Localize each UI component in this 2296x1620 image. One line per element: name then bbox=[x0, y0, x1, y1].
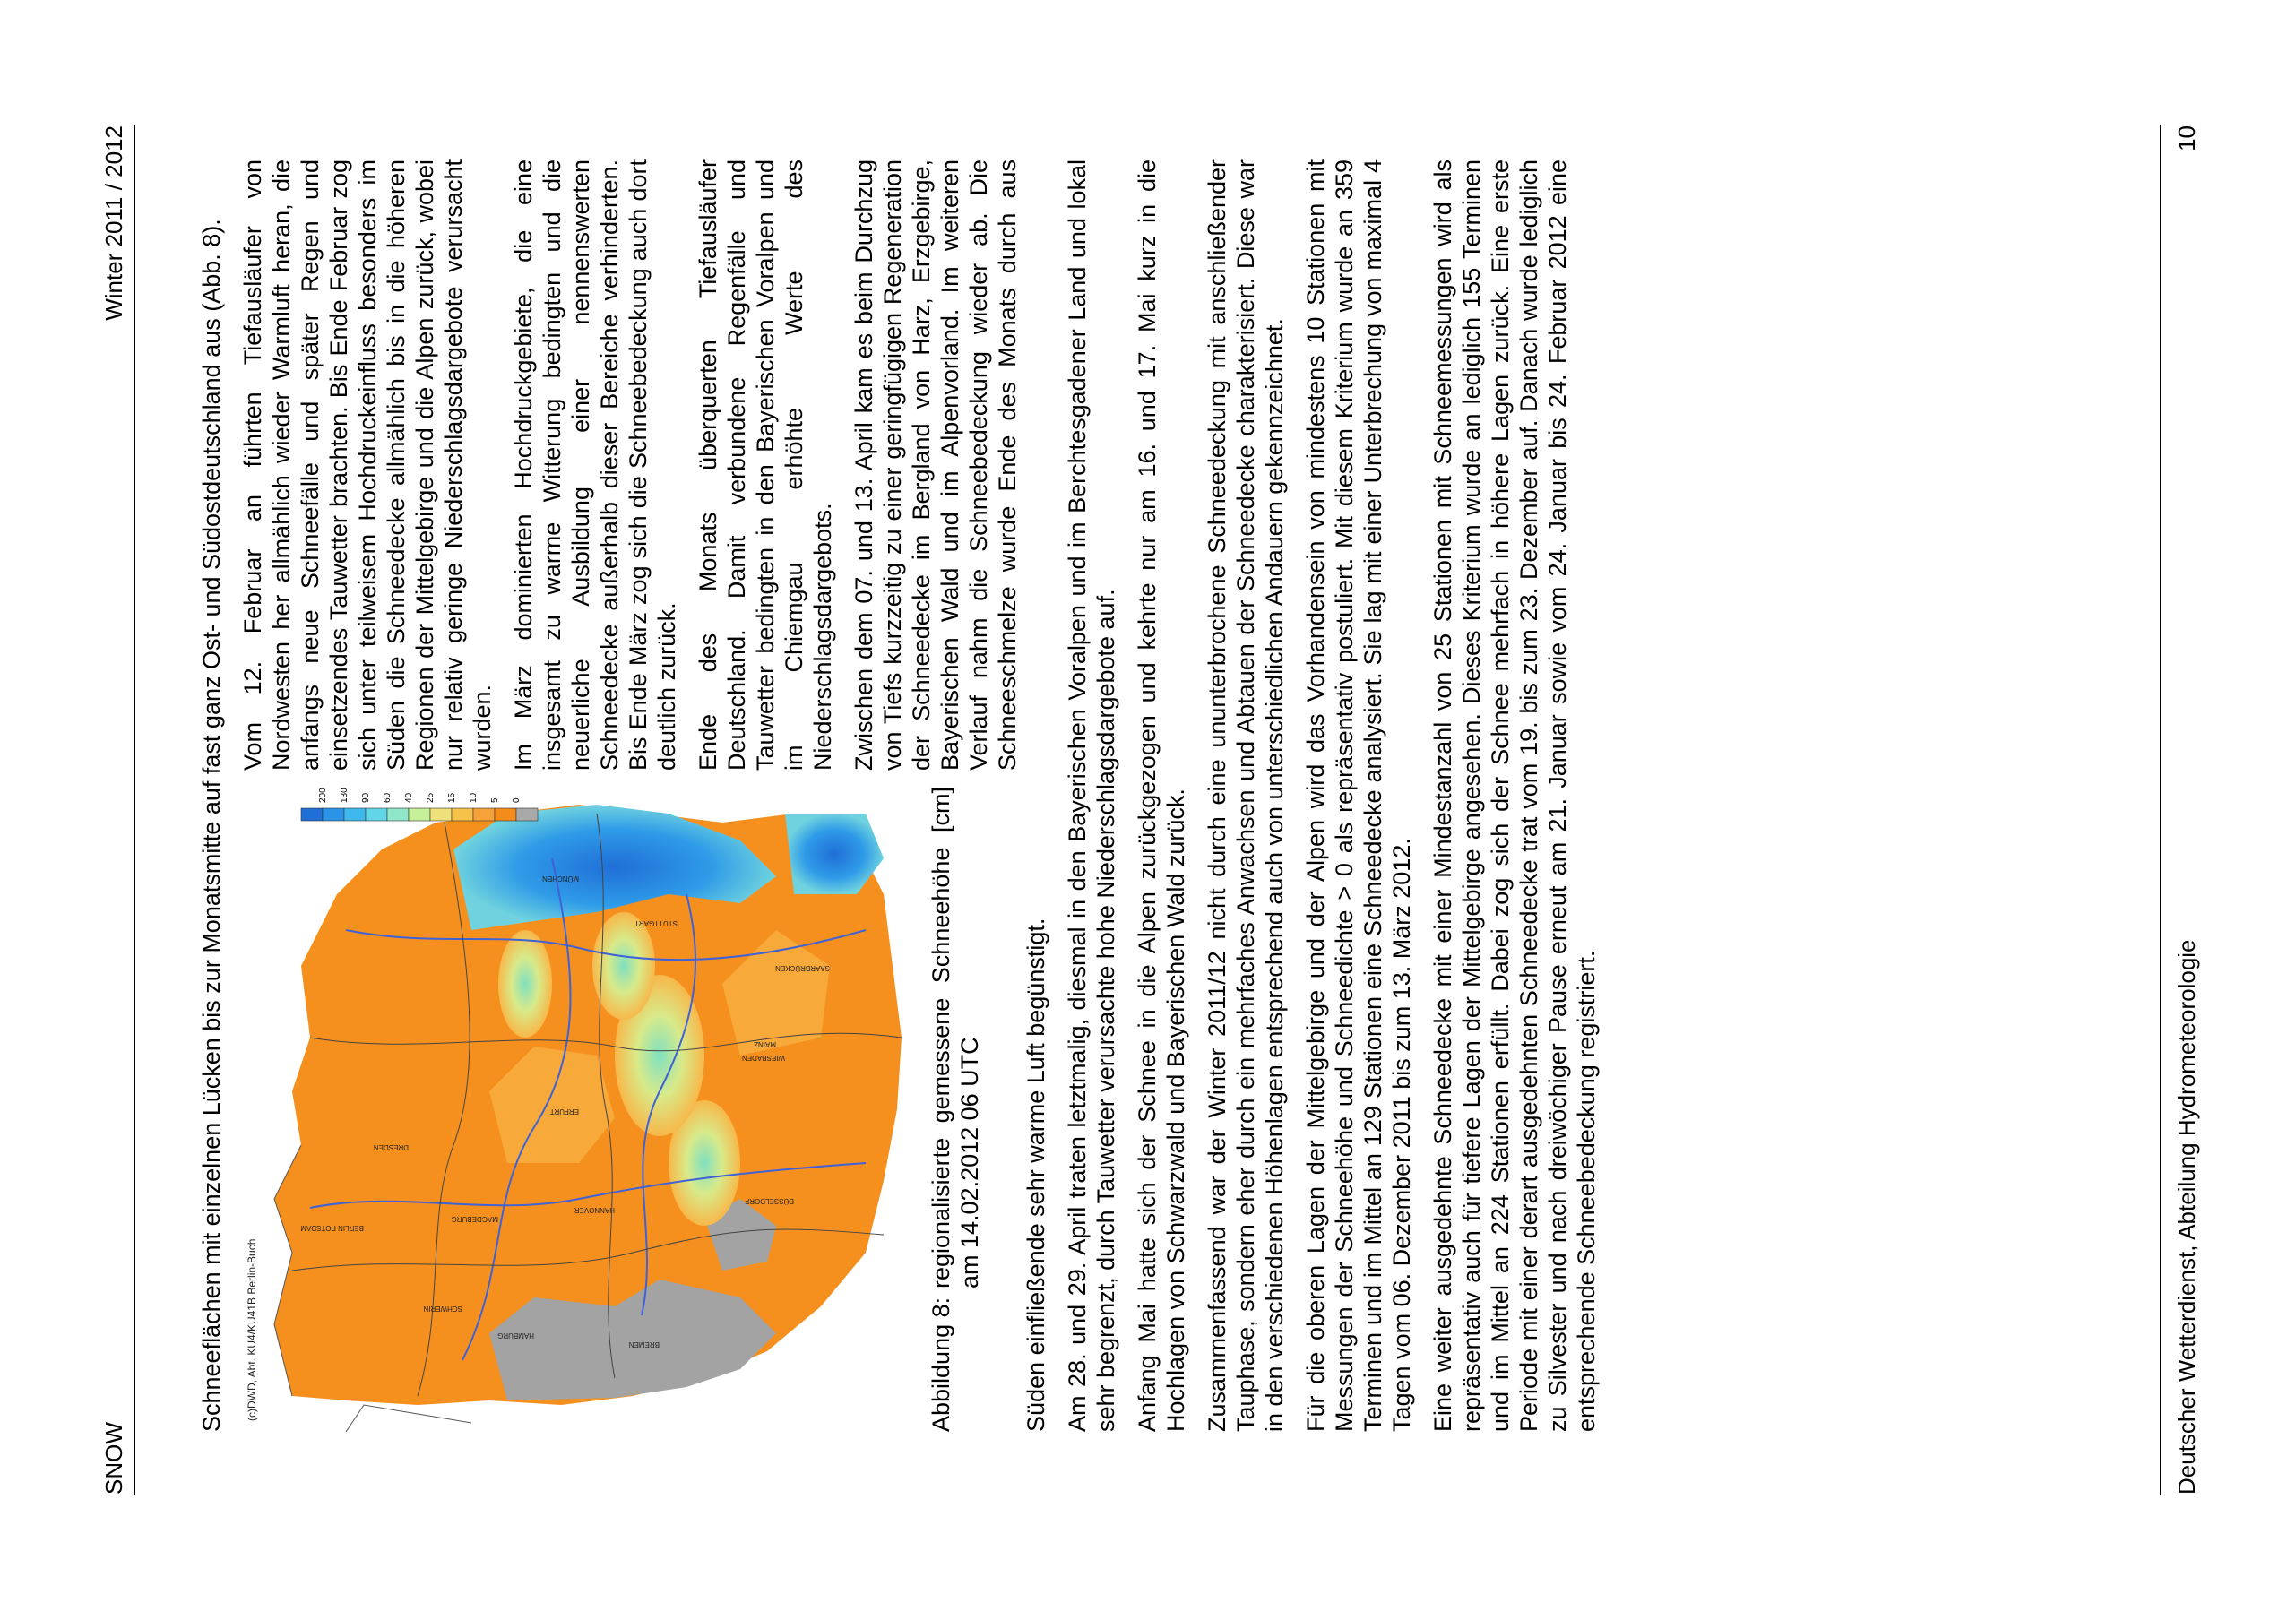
city-label: MÜNCHEN bbox=[542, 875, 579, 883]
page-number: 10 bbox=[2173, 125, 2200, 151]
city-label: BERLIN POTSDAM bbox=[300, 1224, 364, 1232]
city-label: SAARBRÜCKEN bbox=[775, 964, 830, 972]
legend-tick-label: 15 bbox=[447, 792, 457, 803]
legend-swatch bbox=[409, 808, 430, 821]
legend-swatch bbox=[473, 808, 495, 821]
header-rule bbox=[134, 125, 135, 1495]
legend-tick-label: 60 bbox=[383, 792, 393, 803]
paragraph: Eine weiter ausgedehnte Schneedecke mit einer Mindestanzahl von 25 Stationen mit Schneemessungen wird als repräsentativ auch für tiefere Lagen der Mittelgebirge angesehen. Dieses Kriterium wurde an lediglich 155 Terminen und im Mittel an 224 Stationen erfüllt. Dabei zog sich der Schnee mehrfach in höhere Lagen zurück. Eine erste Periode mit einer derart ausgedehnten Schneedecke trat vom 19. bis zum 23. Dezember auf. Danach wurde lediglich zu Silvester und nach dreiwöchiger Pause erneut am 21. Januar sowie vom 24. Januar bis 24. Februar 2012 eine entsprechende Schneebedeckung registriert. bbox=[1429, 159, 1600, 1432]
snow-depth-map bbox=[238, 787, 919, 1432]
snow-depth-map-figure bbox=[238, 787, 919, 1432]
paragraph: Zusammenfassend war der Winter 2011/12 nicht durch eine ununterbrochene Schneedeckung mit anschließender Tauphase, sondern eher durch ein mehrfaches Anwachsen und Abtauen der Schneedecke charakterisiert. Diese war in den verschiedenen Höhenlagen entsprechend auch von unterschiedlichen Andauern gekennzeichnet. bbox=[1204, 159, 1288, 1432]
legend-swatch bbox=[430, 808, 452, 821]
paragraph: Schneeflächen mit einzelnen Lücken bis zur Monatsmitte auf fast ganz Ost- und Südostdeutschland aus (Abb. 8). bbox=[198, 219, 225, 1432]
city-label: HANNOVER bbox=[574, 1206, 615, 1214]
paragraph: Vom 12. Februar an führten Tiefausläufer von Nordwesten her allmählich wieder Warmluft heran, die anfangs neue Schneefälle und später Regen und einsetzendes Tauwetter brachten. Bis Ende Februar zog sich unter teilweisem Hochdruckeinfluss besonders im Süden die Schneedecke allmählich bis in die höheren Regionen der Mittelgebirge und die Alpen zurück, wobei nur relativ geringe Niederschlagsdargebote verursacht wurden. bbox=[239, 159, 496, 771]
running-header-left: SNOW bbox=[100, 1422, 127, 1495]
city-label: BREMEN bbox=[628, 1340, 660, 1349]
legend-swatch bbox=[344, 808, 366, 821]
legend-tick-label: 5 bbox=[490, 797, 500, 803]
running-header-right: Winter 2011 / 2012 bbox=[100, 125, 127, 321]
city-label: DÜSSELDORF bbox=[745, 1197, 794, 1205]
legend-tick-label: 25 bbox=[426, 792, 436, 803]
legend-swatch bbox=[495, 808, 516, 821]
color-legend bbox=[301, 788, 538, 821]
legend-tick-label: 200 bbox=[318, 788, 328, 803]
paragraph: Ende des Monats überquerten Tiefausläufer Deutschland. Damit verbundene Regenfälle und Tauwetter bedingten in den Bayerischen Voralpen und im Chiemgau erhöhte Werte des Niederschlagsdargebots. bbox=[695, 159, 836, 771]
paragraph: Anfang Mai hatte sich der Schnee in die Alpen zurückgezogen und kehrte nur am 16. und 17. Mai kurz in die Hochlagen von Schwarzwald und Bayerischen Wald zurück. bbox=[1134, 159, 1189, 1432]
legend-swatch bbox=[452, 808, 473, 821]
legend-tick-label: 0 bbox=[512, 797, 522, 803]
city-label: DRESDEN bbox=[373, 1143, 409, 1151]
city-label: MAGDEBURG bbox=[451, 1215, 498, 1223]
legend-swatch bbox=[387, 808, 409, 821]
legend-tick-label: 10 bbox=[469, 792, 479, 803]
paragraph: Für die oberen Lagen der Mittelgebirge und der Alpen wird das Vorhandensein von mindestens 10 Stationen mit Messungen der Schneehöhe und Schneedichte > 0 als repräsentativ postuliert. Mit diesem Kriterium wurde an 359 Terminen und im Mittel an 129 Stationen eine Schneedecke analysiert. Sie lag mit einer Unterbrechung von maximal 4 Tagen vom 06. Dezember 2011 bis zum 13. März 2012. bbox=[1302, 159, 1415, 1432]
caption-text: regionalisierte gemessene Schneehöhe [cm] am 14.02.2012 06 UTC bbox=[928, 787, 983, 1288]
city-label: SCHWERIN bbox=[423, 1305, 462, 1313]
legend-swatch bbox=[516, 808, 538, 821]
running-footer-left: Deutscher Wetterdienst, Abteilung Hydrometeorologie bbox=[2173, 939, 2200, 1495]
legend-tick-label: 90 bbox=[361, 792, 371, 803]
figure-credit: (c)DWD, Abt. KU4/KU41B Berlin-Buch bbox=[245, 1238, 258, 1421]
figure-caption bbox=[927, 787, 984, 1432]
paragraph: Am 28. und 29. April traten letztmalig, diesmal in den Bayerischen Voralpen und im Berchtesgadener Land und lokal sehr begrenzt, durch Tauwetter verursachte hohe Niederschlagsdargebote auf. bbox=[1064, 159, 1119, 1432]
footer-rule bbox=[2160, 125, 2161, 1495]
city-label: MAINZ bbox=[754, 1040, 776, 1048]
legend-tick-label: 40 bbox=[404, 792, 414, 803]
legend-swatch bbox=[366, 808, 387, 821]
city-label: STUTTGART bbox=[634, 919, 678, 927]
city-label: WIESBADEN bbox=[741, 1054, 785, 1062]
snow-area-erzgebirge bbox=[498, 930, 552, 1038]
neighbour-outline bbox=[346, 1405, 471, 1432]
city-label: HAMBURG bbox=[497, 1331, 534, 1340]
legend-swatch bbox=[323, 808, 344, 821]
city-label: ERFURT bbox=[549, 1107, 579, 1116]
legend-swatch bbox=[301, 808, 323, 821]
caption-label: Abbildung 8: bbox=[928, 1297, 954, 1432]
legend-tick-label: 130 bbox=[340, 788, 350, 803]
paragraph: Zwischen dem 07. und 13. April kam es beim Durchzug von Tiefs kurzzeitig zu einer geringfügigen Regeneration der Schneedecke im Bergland von Harz, Erzgebirge, Bayerischen Wald und im Alpenvorland. Im weiteren Verlauf nahm die Schneebedeckung wieder ab. Die Schneeschmelze wurde Ende des Monats durch aus Süden einfließende sehr warme Luft begünstigt. bbox=[850, 159, 1049, 1432]
paragraph: Im März dominierten Hochdruckgebiete, die eine insgesamt zu warme Witterung bedingten und die neuerliche Ausbildung einer nennenswerten Schneedecke außerhalb dieser Bereiche verhinderten. Bis Ende März zog sich die Schneebedeckung auch dort deutlich zurück. bbox=[510, 159, 680, 771]
body-text bbox=[197, 159, 1613, 1432]
